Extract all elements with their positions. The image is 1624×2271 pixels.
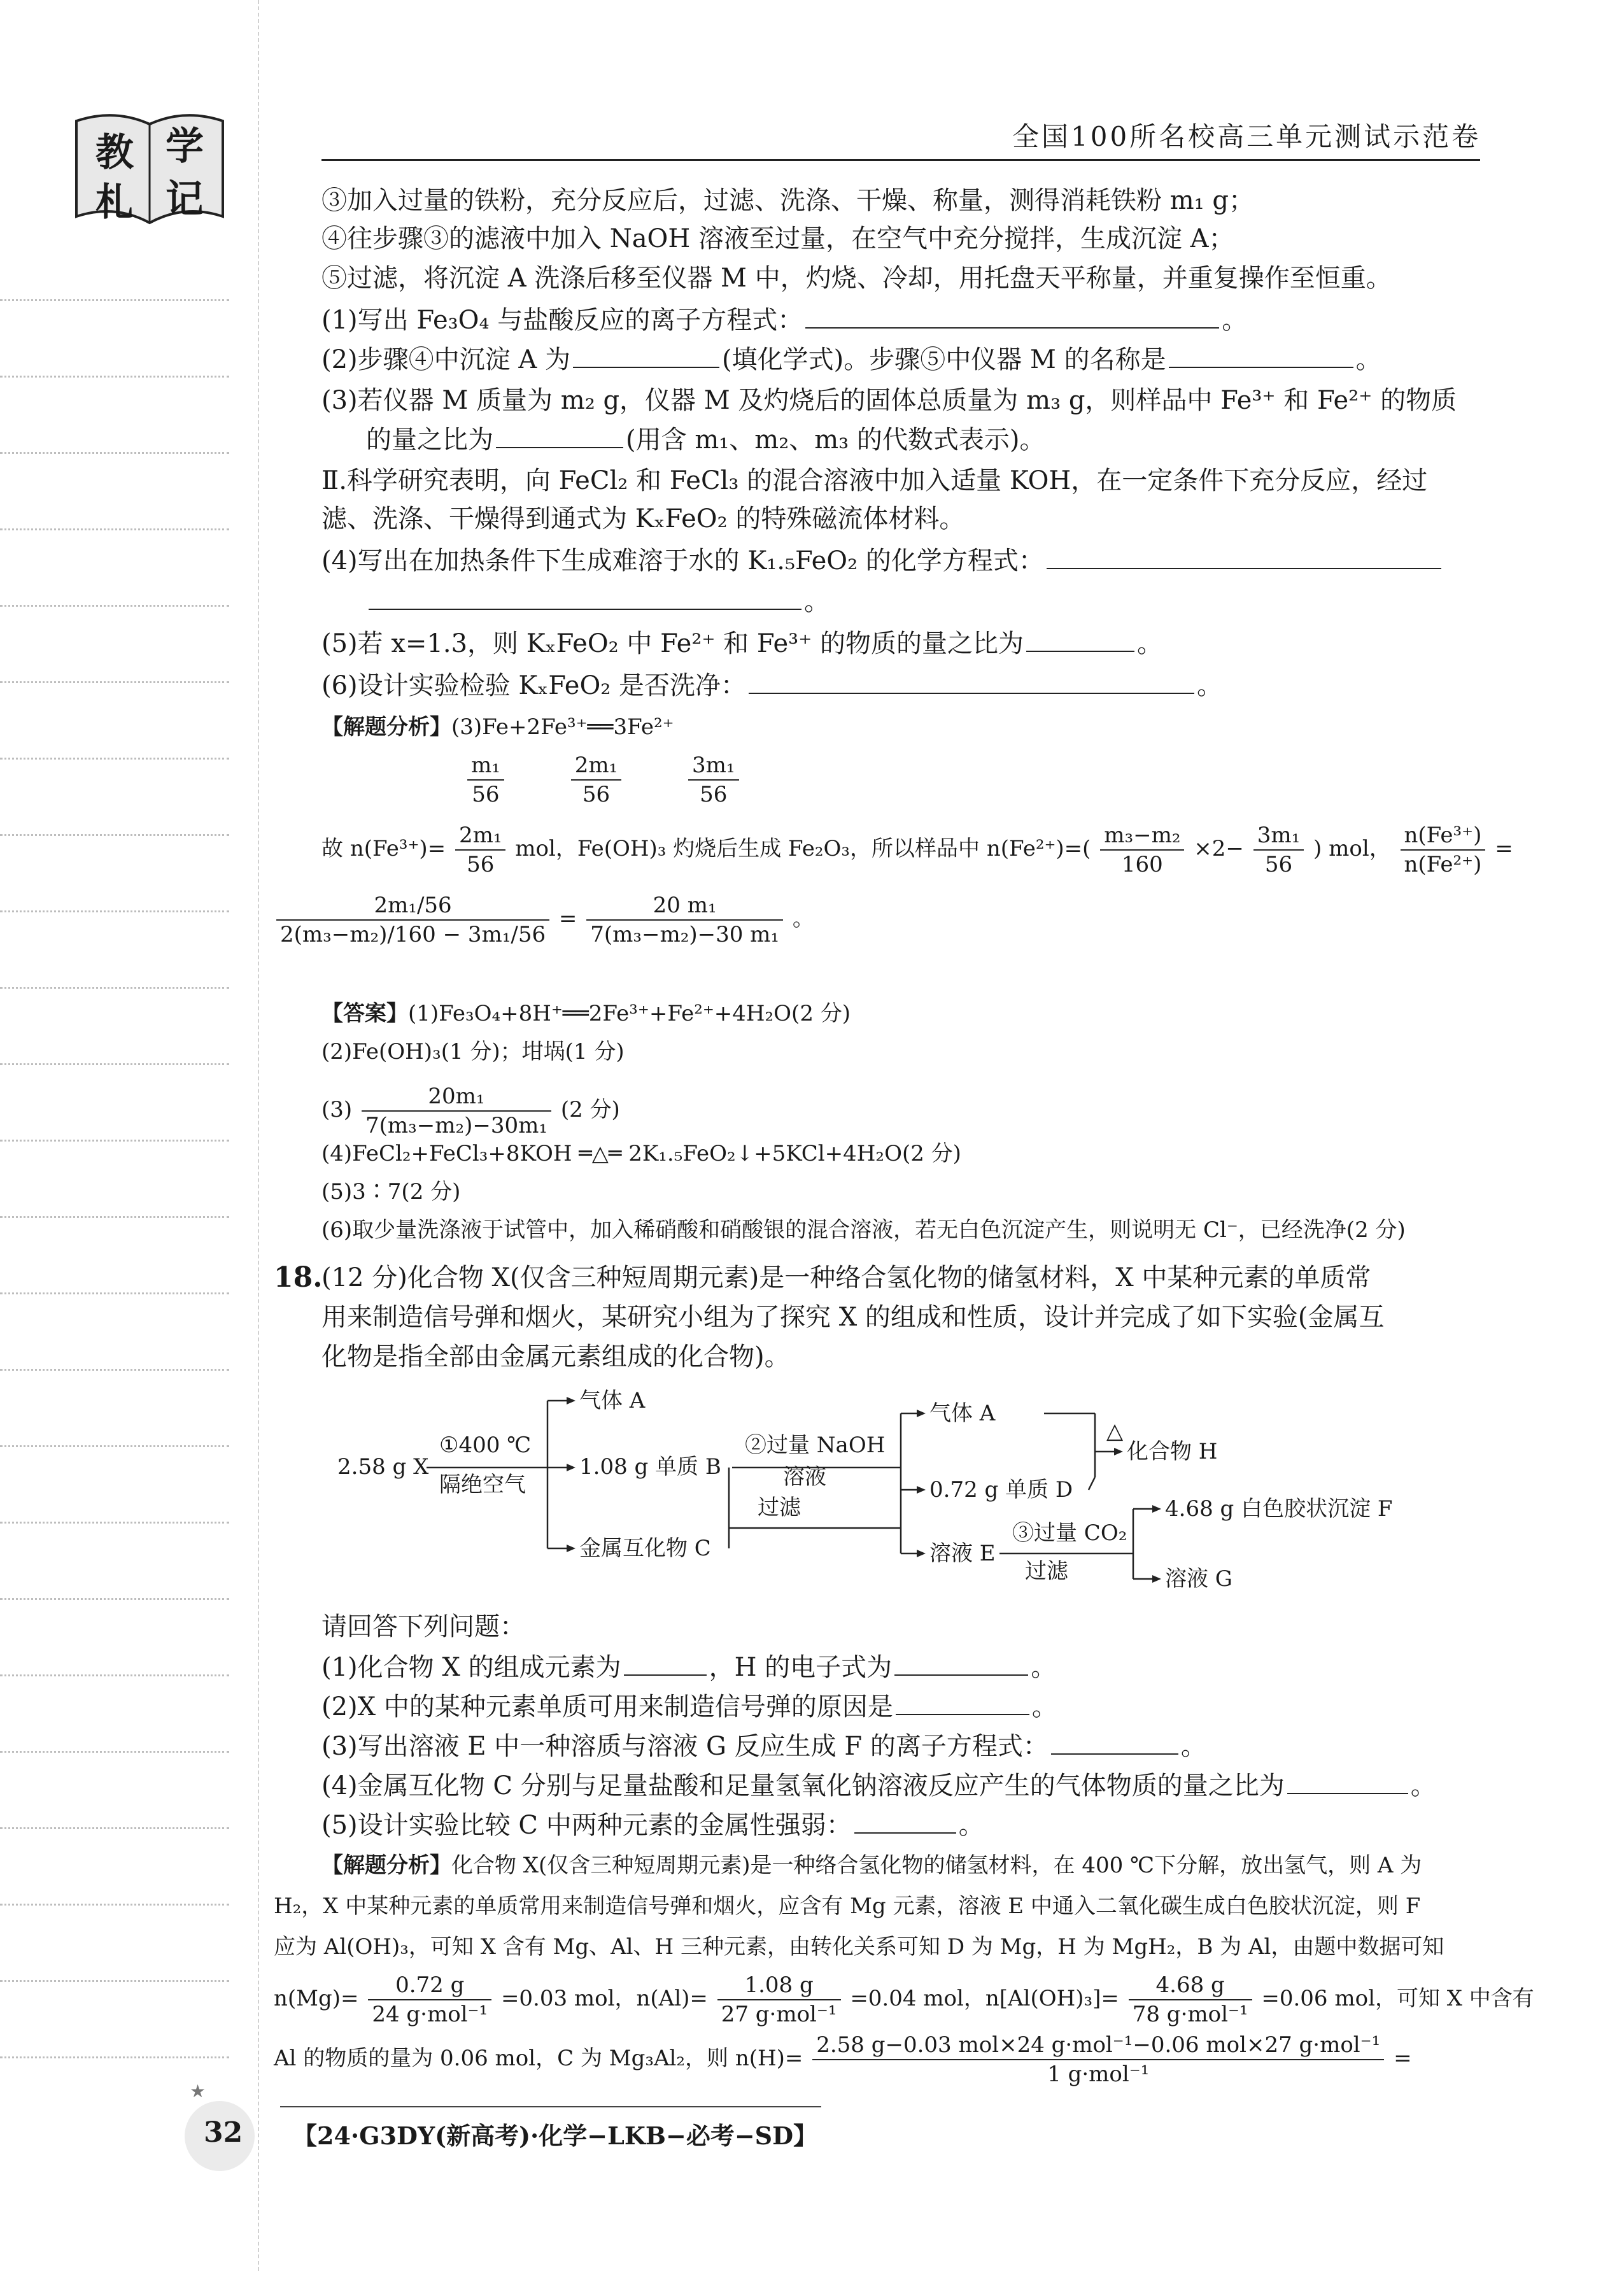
flow-step3-top: ③过量 CO₂ [1012,1520,1127,1546]
q18-4: (4)金属互化物 C 分别与足量盐酸和足量氢氧化钠溶液反应产生的气体物质的量之比为 。 [321,1771,1436,1801]
answer-blank[interactable] [896,1691,1029,1715]
answer-blank[interactable] [1287,1770,1408,1794]
q18-stem-1: (12 分)化合物 X(仅含三种短周期元素)是一种络合氢化物的储氢材料，X 中某种元素的单质常 [321,1263,1371,1292]
flow-H: 化合物 H [1127,1439,1218,1464]
logo-char: 札 [95,180,134,225]
fraction: $\frac{\text{n(Fe³⁺)}}{\text{n(Fe²⁺)}}$ [1401,821,1486,879]
header-rule [321,159,1480,161]
fraction: $\frac{\text{2m₁}}{56}$ [571,751,622,809]
answer17-3: (3) $\frac{\text{20m₁}}{\text{7(m₃−m₂)−30m₁}}$ (2 分) [321,1084,620,1138]
q18-stem-2: 用来制造信号弹和烟火，某研究小组为了探究 X 的组成和性质，设计并完成了如下实验(金属互 [321,1303,1385,1332]
fraction: $\frac{\text{3m₁}}{56}$ [1253,821,1304,879]
q17-6: (6)设计实验检验 KₓFeO₂ 是否洗净： 。 [321,671,1222,700]
step-4: ④往步骤③的滤液中加入 NaOH 溶液至过量，在空气中充分搅拌，生成沉淀 A； [321,224,1234,253]
q18-2: (2)X 中的某种元素单质可用来制造信号弹的原因是 。 [321,1692,1057,1722]
fraction: $\frac{\text{2.58 g−0.03 mol×24 g·mol⁻¹−0.06 mol×27 g·mol⁻¹}}{\text{1 g·mol⁻¹}}$ [812,2031,1384,2088]
answer17-2: (2)Fe(OH)₃(1 分)；坩埚(1 分) [321,1039,625,1065]
analysis17-line2: $\frac{\text{2m₁/56}}{\text{2(m₃−m₂)/160 − 3m₁/56}}$ = $\frac{\text{20 m₁}}{\text{7(m₃−m₂)−30 m₁}}$ 。 [274,891,814,949]
flow-start: 2.58 g X [337,1454,429,1480]
answer-blank[interactable] [1026,628,1134,652]
analysis17-line1: 故 n(Fe³⁺)= $\frac{\text{2m₁}}{56}$ mol，Fe(OH)₃ 灼烧后生成 Fe₂O₃，所以样品中 n(Fe²⁺)=( $\frac{\text{m₃−m₂}}{160}$ ×2− $\frac{\text{3m₁}}{56}$ ) mol， $\frac{\text{n(Fe³⁺)}}{\text{n(Fe²⁺)}}$ = [321,823,1513,877]
q18-stem-3: 化物是指全部由金属元素组成的化合物)。 [321,1342,790,1371]
fraction: $\frac{1.08 g}{\text{27 g·mol⁻¹}}$ [717,1971,841,2028]
answer-blank[interactable] [496,424,623,448]
q18-1: (1)化合物 X 的组成元素为 ，H 的电子式为 。 [321,1653,1057,1682]
q18-3: (3)写出溶液 E 中一种溶质与溶液 G 反应生成 F 的离子方程式： 。 [321,1732,1206,1761]
flow-step2-mid: 溶液 [783,1464,826,1490]
flow-step3-bot: 过滤 [1025,1559,1068,1584]
flow-step2-top: ②过量 NaOH [745,1433,886,1458]
answer-blank[interactable] [1169,344,1353,368]
logo-char: 教 [95,131,134,175]
flow-gasA2: 气体 A [929,1401,996,1426]
fraction: $\frac{4.68 g}{\text{78 g·mol⁻¹}}$ [1129,1971,1252,2028]
fraction: $\frac{\text{m₃−m₂}}{160}$ [1100,821,1184,879]
fraction: $\frac{\text{m₁}}{56}$ [467,751,504,809]
answer-blank[interactable] [1051,1730,1178,1755]
answer-blank[interactable] [573,344,719,368]
q17-1: (1)写出 Fe₃O₄ 与盐酸反应的离子方程式： 。 [321,306,1248,335]
notes-logo [70,108,229,236]
q17-part2-b: 滤、洗涤、干燥得到通式为 KₓFeO₂ 的特殊磁流体材料。 [321,504,965,534]
q17-4-cont: 。 [366,586,830,618]
fraction: $\frac{\text{20m₁}}{\text{7(m₃−m₂)−30m₁}}$ [362,1082,551,1140]
analysis18-l5: Al 的物质的量为 0.06 mol，C 为 Mg₃Al₂，则 n(H)= $\frac{\text{2.58 g−0.03 mol×24 g·mol⁻¹−0.06 mol×27 g·mol⁻¹}}{\text{1 g·mol⁻¹}}$ = [274,2032,1412,2087]
q18-number: 18. [274,1261,323,1294]
footer-code: 【24·G3DY(新高考)·化学−LKB−必考−SD】 [293,2121,818,2150]
flow-step2-bot: 过滤 [758,1495,801,1520]
q17-3b: 的量之比为 (用含 m₁、m₂、m₃ 的代数式表示)。 [366,425,1045,455]
margin-rule [258,0,259,2271]
answer17-1: 【答案】(1)Fe₃O₄+8H⁺══2Fe³⁺+Fe²⁺+4H₂O(2 分) [321,1001,851,1026]
flow-B: 1.08 g 单质 B [579,1454,721,1480]
fraction: $\frac{\text{20 m₁}}{\text{7(m₃−m₂)−30 m₁}}$ [586,891,783,949]
star-icon: ★ [190,2081,206,2102]
analysis18-l4: n(Mg)= $\frac{0.72 g}{\text{24 g·mol⁻¹}}$ =0.03 mol，n(Al)= $\frac{1.08 g}{\text{27 g·mol⁻¹}}$ =0.04 mol，n[Al(OH)₃]= $\frac{4.68 g}{\text{78 g·mol⁻¹}}$ =0.06 mol，可知 X 中含有 [274,1972,1534,2027]
answer-blank[interactable] [894,1652,1028,1676]
q18-5: (5)设计实验比较 C 中两种元素的金属性强弱： 。 [321,1811,984,1840]
fraction: $\frac{\text{2m₁}}{56}$ [455,821,506,879]
answer-blank[interactable] [805,304,1219,329]
page-number: 32 [204,2116,243,2149]
analysis17-eq: 【解题分析】(3)Fe+2Fe³⁺══3Fe²⁺ [321,714,674,740]
flow-F: 4.68 g 白色胶状沉淀 F [1165,1496,1393,1522]
flow-step1-top: ①400 ℃ [439,1433,532,1458]
flow-E: 溶液 E [929,1541,996,1566]
compound-fraction: $\frac{\text{2m₁/56}}{\text{2(m₃−m₂)/160 − 3m₁/56}}$ [276,891,549,949]
q17-3a: (3)若仪器 M 质量为 m₂ g，仪器 M 及灼烧后的固体总质量为 m₃ g，则样品中 Fe³⁺ 和 Fe²⁺ 的物质 [321,386,1457,415]
flow-heat: △ [1106,1418,1124,1444]
answer-blank[interactable] [854,1809,956,1834]
q17-2: (2)步骤④中沉淀 A 为 (填化学式)。步骤⑤中仪器 M 的名称是 。 [321,345,1381,374]
answer-blank[interactable] [624,1652,707,1676]
analysis18-l1: 【解题分析】化合物 X(仅含三种短周期元素)是一种络合氢化物的储氢材料，在 400 ℃下分解，放出氢气，则 A 为 [321,1853,1422,1878]
analysis18-l3: 应为 Al(OH)₃，可知 X 含有 Mg、Al、H 三种元素，由转化关系可知 D 为 Mg，H 为 MgH₂，B 为 Al，由题中数据可知 [274,1934,1444,1960]
logo-char: 学 [166,124,204,169]
fraction: $\frac{\text{3m₁}}{56}$ [688,751,739,809]
flow-gasA: 气体 A [579,1388,646,1413]
flow-C: 金属互化物 C [579,1536,711,1561]
flow-G: 溶液 G [1165,1566,1232,1592]
answer17-6: (6)取少量洗涤液于试管中，加入稀硝酸和硝酸银的混合溶液，若无白色沉淀产生，则说明无 Cl⁻，已经洗净(2 分) [321,1217,1406,1243]
q17-5: (5)若 x=1.3，则 KₓFeO₂ 中 Fe²⁺ 和 Fe³⁺ 的物质的量之比为 。 [321,629,1163,658]
flow-D: 0.72 g 单质 D [929,1477,1073,1503]
answer17-5: (5)3∶7(2 分) [321,1179,461,1205]
analysis17-fracs [465,751,742,809]
logo-char: 记 [166,177,204,222]
answer-blank[interactable] [369,586,801,610]
fraction: $\frac{0.72 g}{\text{24 g·mol⁻¹}}$ [368,1971,491,2028]
answer17-4: (4)FeCl₂+FeCl₃+8KOH ═△═ 2K₁.₅FeO₂↓+5KCl+4H₂O(2 分) [321,1141,961,1166]
flow-step1-bot: 隔绝空气 [439,1472,526,1497]
step-5: ⑤过滤，将沉淀 A 洗涤后移至仪器 M 中，灼烧、冷却，用托盘天平称量，并重复操作至恒重。 [321,264,1392,293]
book-icon [70,108,229,236]
q17-part2-a: Ⅱ.科学研究表明，向 FeCl₂ 和 FeCl₃ 的混合溶液中加入适量 KOH，在一定条件下充分反应，经过 [321,466,1428,495]
answer-blank[interactable] [749,670,1194,694]
flow-diagram [337,1382,1420,1592]
answer-blank[interactable] [1047,545,1441,569]
analysis18-l2: H₂，X 中某种元素的单质常用来制造信号弹和烟火，应含有 Mg 元素，溶液 E 中通入二氧化碳生成白色胶状沉淀，则 F [274,1893,1421,1919]
q17-4: (4)写出在加热条件下生成难溶于水的 K₁.₅FeO₂ 的化学方程式： [321,545,1444,577]
q18-prompt: 请回答下列问题： [321,1612,525,1641]
step-3: ③加入过量的铁粉，充分反应后，过滤、洗涤、干燥、称量，测得消耗铁粉 m₁ g； [321,186,1254,215]
footer-rule [280,2106,821,2107]
page-header-title: 全国100所名校高三单元测试示范卷 [1012,121,1481,152]
